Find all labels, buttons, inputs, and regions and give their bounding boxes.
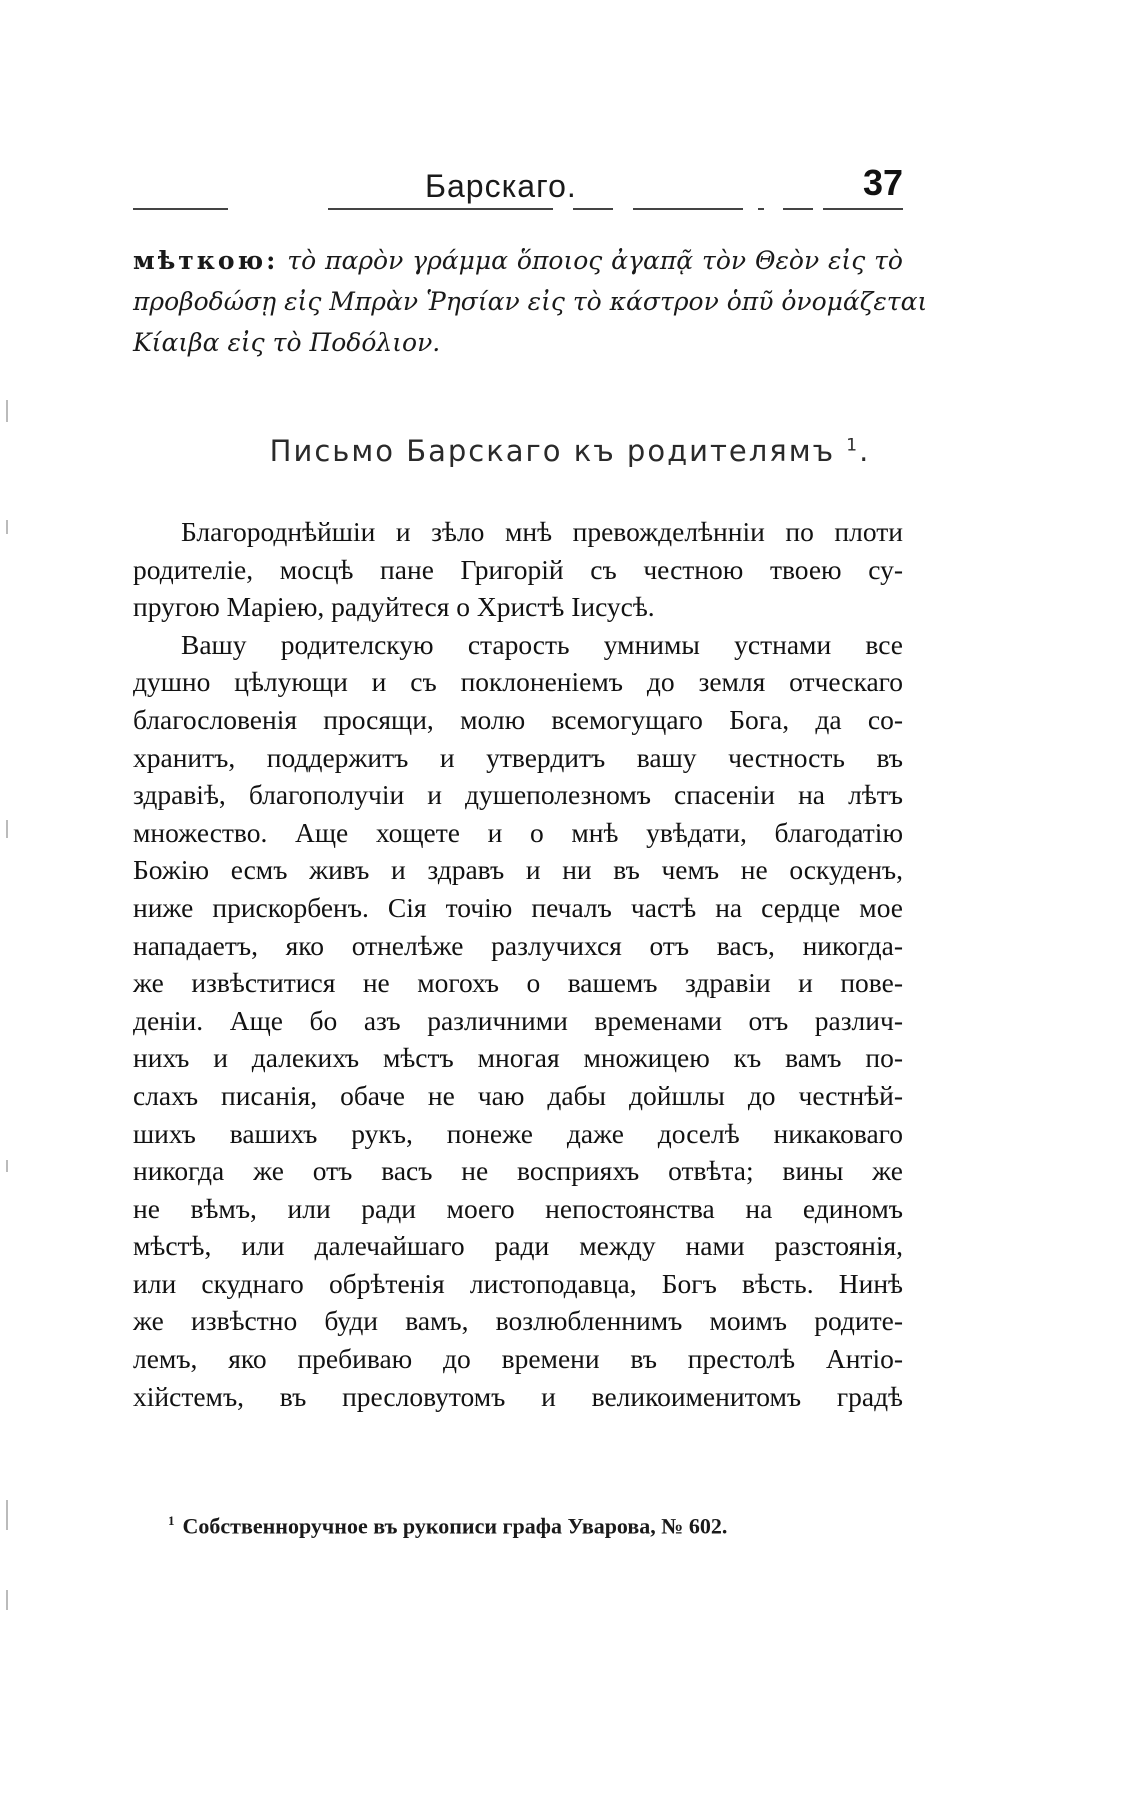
text-line: же извѣстно буди вамъ, возлюбленнимъ моимъ родите- [133, 1305, 903, 1337]
text-line: же извѣститися не могохъ о вашемъ здравіи и пове- [133, 967, 903, 999]
running-head [133, 160, 903, 210]
rule-segment [758, 208, 764, 210]
greek-lead-word: мѣткою: [133, 246, 279, 275]
letter-heading: Письмо Барскаго къ родителямъ $^1$. [269, 434, 871, 468]
margin-tick [6, 1160, 8, 1172]
text-line: не вѣмъ, или ради моего непостоянства на единомъ [133, 1192, 903, 1224]
margin-tick [6, 1590, 8, 1610]
margin-tick [6, 520, 8, 534]
greek-line-text: τὸ παρὸν γράμμα ὅποιος ἀγαπᾷ τὸν Θεὸν εἰς τὸ [287, 246, 903, 275]
greek-line: προβοδώσῃ εἰς Μπρὰν Ῥησίαν εἰς τὸ κάστρον ὁπῦ ὀνομάζεται [133, 287, 928, 316]
text-line: деніи. Аще бо азъ различними временами отъ различ- [133, 1004, 903, 1036]
letter-heading-text: Письмо Барскаго къ родителямъ [269, 434, 836, 468]
text-line: мѣстѣ, или далечайшаго ради между нами разстоянія, [133, 1230, 903, 1262]
footnote-marker: 1 [168, 1513, 175, 1528]
text-line: Вашу родителскую старость умнимы устнами все [181, 628, 903, 660]
greek-line: Κίαιβα εἰς τὸ Ποδόλιον. [133, 328, 441, 357]
text-line: здравіѣ, благополучіи и душеполезномъ спасеніи на лѣтъ [133, 779, 903, 811]
footnote-text: Собственноручное въ рукописи графа Уварова, № 602. [182, 1513, 728, 1539]
letter-body [133, 513, 903, 1415]
footnote [168, 1513, 888, 1539]
margin-tick [6, 1500, 8, 1530]
text-line: Божію есмъ живъ и здравъ и ни въ чемъ не оскуденъ, [133, 854, 903, 886]
text-line: слахъ писанія, обаче не чаю дабы дойшлы до честнѣй- [133, 1079, 903, 1111]
rule-segment [328, 208, 553, 210]
text-line: благословенія просящи, молю всемогущаго Бога, да со- [133, 703, 903, 735]
footnote-reference: 1 [846, 435, 860, 456]
text-line: нихъ и далекихъ мѣстъ многая множицею къ вамъ по- [133, 1042, 903, 1074]
text-line: пругою Маріею, радуйтеся о Христѣ Іисусѣ. [133, 591, 655, 623]
text-line: душно цѣлующи и съ поклоненіемъ до земля отческаго [133, 666, 903, 698]
rule-segment [133, 208, 228, 210]
text-line: нападаетъ, яко отнелѣже разлучихся отъ васъ, никогда- [133, 929, 903, 961]
text-line: или скуднаго обрѣтенія листоподавца, Богъ вѣсть. Нинѣ [133, 1267, 903, 1299]
text-line: никогда же отъ васъ не восприяхъ отвѣта; вины же [133, 1155, 903, 1187]
page-number: 37 [862, 162, 903, 203]
header-rule [133, 208, 903, 210]
text-line: лемъ, яко пребиваю до времени въ престолѣ Антіо- [133, 1343, 903, 1375]
margin-tick [6, 400, 8, 422]
text-line: ниже прискорбенъ. Сія точію печалъ частѣ на сердце мое [133, 891, 903, 923]
text-line: хранитъ, поддержитъ и утвердитъ вашу честность въ [133, 741, 903, 773]
greek-inscription [133, 240, 928, 363]
text-line: родителіе, мосцѣ пане Григорій съ честною твоею су- [133, 553, 903, 585]
rule-segment [573, 208, 613, 210]
rule-segment [783, 208, 813, 210]
text-line: шихъ вашихъ рукъ, понеже даже доселѣ никаковаго [133, 1117, 903, 1149]
text-line: множество. Аще хощете и о мнѣ увѣдати, благодатію [133, 816, 903, 848]
text-line: хійстемъ, въ пресловутомъ и великоименитомъ градѣ [133, 1380, 903, 1412]
margin-tick [6, 820, 8, 838]
scan-margin-marks [6, 400, 10, 1650]
greek-line [133, 240, 903, 281]
rule-segment [823, 208, 903, 210]
text-line: Благороднѣйшіи и зѣло мнѣ превожделѣнніи по плоти [181, 516, 903, 547]
rule-segment [633, 208, 743, 210]
running-title: Барскаго. [425, 168, 577, 204]
